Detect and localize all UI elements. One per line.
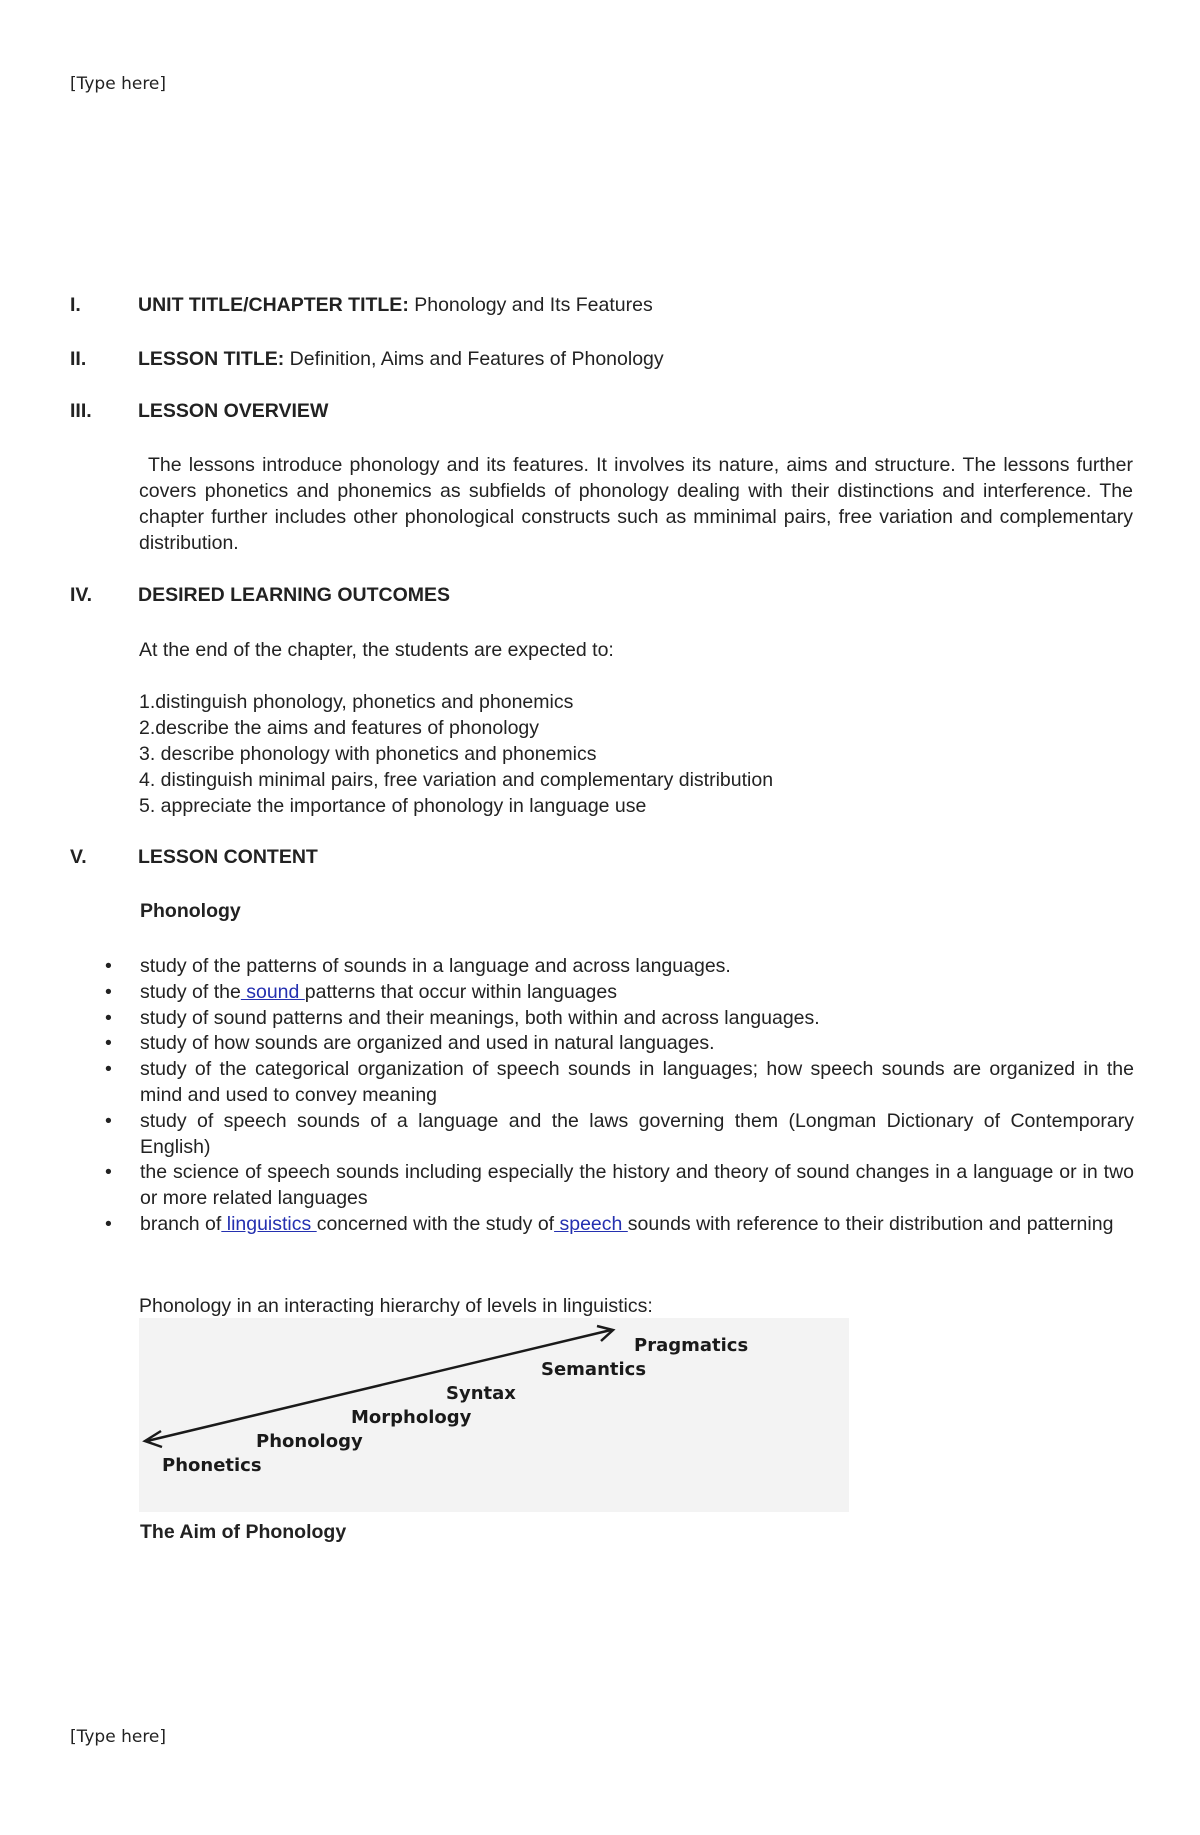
bullet-icon: •	[105, 1006, 112, 1029]
sound-link[interactable]: sound	[240, 980, 305, 1003]
outcomes-list	[139, 689, 773, 819]
level-label-phonology: Phonology	[256, 1431, 363, 1452]
list-item: • study of sound patterns and their meanings, both within and across languages.	[100, 1006, 1134, 1032]
outcome-item: 5. appreciate the importance of phonology in language use	[139, 795, 647, 817]
aim-subheading: The Aim of Phonology	[140, 1521, 347, 1543]
level-label-semantics: Semantics	[541, 1359, 647, 1380]
page-header: [Type here]	[70, 74, 167, 94]
list-item: • study of the categorical organization of speech sounds in languages; how speech sounds are organized in the mind and used to convey meaning	[105, 1058, 1134, 1106]
list-item: • study of how sounds are organized and used in natural languages.	[100, 1031, 1134, 1057]
bullet-icon: •	[105, 1161, 112, 1184]
section-lesson-title	[70, 348, 664, 371]
bullet-icon: •	[105, 1109, 112, 1132]
section-number: II.	[70, 348, 87, 370]
bullet-icon: •	[105, 1058, 112, 1081]
phonology-definitions-list	[100, 954, 1134, 1238]
section-number: I.	[70, 294, 81, 316]
section-label: DESIRED LEARNING OUTCOMES	[138, 584, 451, 606]
list-item: • study of speech sounds of a language and the laws governing them (Longman Dictionary of Contemporary English)	[105, 1109, 1134, 1158]
bullet-icon: •	[105, 980, 112, 1003]
outcome-item: 1.distinguish phonology, phonetics and phonemics	[139, 691, 574, 713]
phonology-subheading: Phonology	[140, 900, 241, 922]
section-label: UNIT TITLE/CHAPTER TITLE:	[138, 294, 409, 316]
section-number: IV.	[70, 584, 93, 606]
list-item: • the science of speech sounds including especially the history and theory of sound changes in a language or in two or more related languages	[105, 1161, 1134, 1210]
bullet-icon: •	[105, 955, 112, 977]
outcomes-intro: At the end of the chapter, the students are expected to:	[139, 639, 614, 661]
lesson-title-value: Definition, Aims and Features of Phonology	[284, 348, 664, 370]
hierarchy-caption: Phonology in an interacting hierarchy of levels in linguistics:	[139, 1295, 653, 1317]
level-label-pragmatics: Pragmatics	[634, 1335, 749, 1356]
speech-link[interactable]: speech	[554, 1212, 628, 1235]
unit-title-value: Phonology and Its Features	[408, 294, 653, 316]
linguistics-hierarchy-diagram	[139, 1318, 849, 1512]
section-unit-title	[70, 294, 653, 317]
list-item: • study of the patterns of sounds in a language and across languages.	[100, 954, 1134, 980]
section-label: LESSON TITLE:	[138, 348, 285, 370]
list-item: • branch of linguistics concerned with the study of speech sounds with reference to their distribution and patterning	[100, 1212, 1134, 1238]
level-label-phonetics: Phonetics	[162, 1455, 262, 1476]
outcome-item: 4. distinguish minimal pairs, free variation and complementary distribution	[139, 769, 774, 791]
section-label: LESSON OVERVIEW	[138, 400, 329, 422]
bullet-icon: •	[105, 1032, 112, 1055]
bullet-icon: •	[105, 1212, 112, 1235]
level-label-syntax: Syntax	[446, 1383, 516, 1404]
linguistics-link[interactable]: linguistics	[221, 1212, 317, 1235]
outcome-item: 2.describe the aims and features of phonology	[139, 717, 540, 739]
section-number: III.	[70, 400, 92, 422]
section-lesson-content	[70, 846, 318, 869]
section-lesson-overview	[70, 400, 328, 423]
overview-paragraph: The lessons introduce phonology and its features. It involves its nature, aims and structure. The lessons further covers phonetics and phonemics as subfields of phonology dealing with their distinctions and interference. The chapter further includes other phonological constructs such as mminimal pairs, free variation and complementary distribution.	[139, 454, 1133, 554]
page-footer: [Type here]	[70, 1727, 167, 1747]
section-learning-outcomes	[70, 584, 450, 607]
level-label-morphology: Morphology	[351, 1407, 472, 1428]
hierarchy-svg	[139, 1318, 849, 1512]
list-item: • study of the sound patterns that occur within languages	[100, 980, 1134, 1006]
outcome-item: 3. describe phonology with phonetics and phonemics	[139, 743, 597, 765]
section-number: V.	[70, 846, 87, 868]
section-label: LESSON CONTENT	[138, 846, 318, 868]
